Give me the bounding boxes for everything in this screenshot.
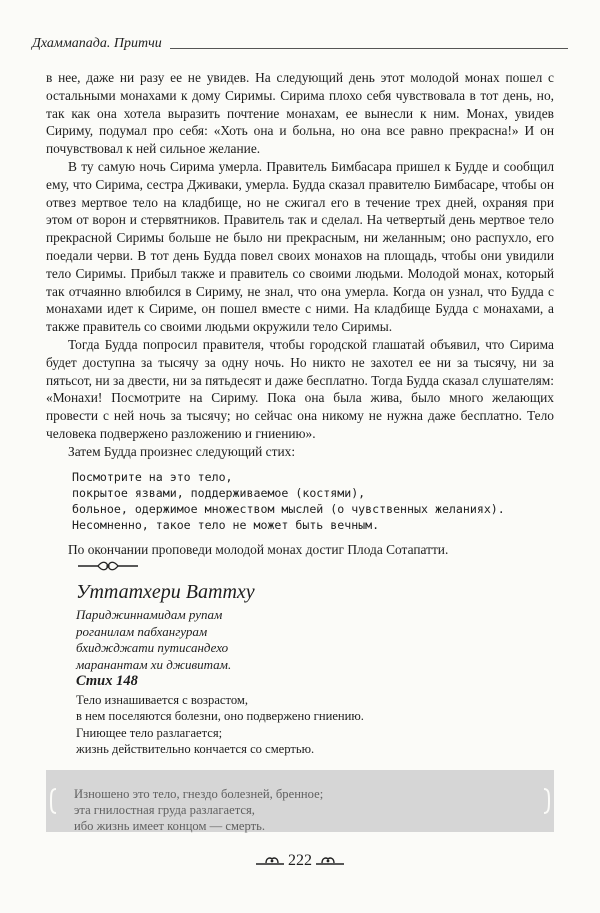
verse-line: в нем поселяются болезни, оно подвержено гниению. — [76, 709, 364, 724]
paragraph: в нее, даже ни разу ее не увидев. На следующий день этот молодой монах пошел с остальными монахами к дому Сиримы. Сирима плохо себя чувствовала в тот день, но, так как она хотела выразить почтение монахам, ее вынесли к ним. Монах, увидев Сириму, подумал про себя: «Хоть она и больна, но она все равно прекрасна!» И он почувствовал к ней сильное желание. — [46, 70, 554, 157]
poem-line: покрытое язвами, поддерживаемое (костями), — [72, 485, 366, 500]
verse-line: Тело изнашивается с возрастом, — [76, 693, 249, 707]
verse-line: Гниющее тело разлагается; — [76, 725, 223, 740]
pali-line: роганилам пабхангурам — [76, 623, 208, 639]
poem-line: Несомненно, такое тело не может быть вечным. — [72, 517, 380, 532]
box-line: Изношено это тело, гнездо болезней, бренное; — [74, 787, 324, 801]
box-line: ибо жизнь имеет концом — смерть. — [74, 819, 266, 834]
verse-translation — [76, 692, 364, 758]
page-footer — [0, 850, 600, 872]
box-bracket-right-icon — [542, 788, 552, 814]
footer-ornament-left-icon — [256, 855, 284, 867]
header-title: Дхаммапада. Притчи — [32, 36, 162, 51]
header-rule — [170, 48, 568, 49]
paragraph: Тогда Будда попросил правителя, чтобы городской глашатай объявил, что Сирима будет доступна за тысячу за одну ночь. Но никто не захотел ее ни за тысячу, ни за пятьсот, ни за двести, ни за пятьдесят и даже бесплатно. Тогда Будда сказал слушателям: «Монахи! Посмотрите на Сириму. Пока она была жива, было много желающих провести с ней ночь за тысячу; но сейчас она никому не нужна даже бесплатно. Тело человека подвержено разложению и гниению». — [46, 336, 554, 441]
poem — [72, 469, 554, 533]
poem-line: больное, одержимое множеством мыслей (о чувственных желаниях). — [72, 501, 505, 516]
paragraph: В ту самую ночь Сирима умерла. Правитель Бимбасара пришел к Будде и сообщил ему, что Сирима, сестра Дживаки, умерла. Будда сказал правителю Бимбасаре, чтобы он отвез мертвое тело на кладбище, но не сжигал его в течение трех дней, охраняя при этом от ворон и стервятников. Правитель так и сделал. На четвертый день мертвое тело прекрасной Сиримы больше не было ни прекрасным, ни желанным; оно распухло, его поедали черви. В тот день Будда повел своих монахов на площадь, чтобы они увидили тело Сиримы. Прибыл также и правитель со своими людьми. Молодой монах, который так отчаянно влюбился в Сириму, не знал, что она умерла. Когда он узнал, что Будда с монахами идет к Сириме, он пошел вместе с ними. На кладбище Будда с монахами, а также правитель со своими людьми окружили тело Сиримы. — [46, 158, 554, 335]
paragraph: Затем Будда произнес следующий стих: — [68, 443, 296, 459]
verse-title: Стих 148 — [76, 673, 138, 689]
pali-line: Париджиннамидам рупам — [76, 607, 223, 622]
footer-ornament-right-icon — [316, 855, 344, 867]
box-bracket-left-icon — [48, 788, 58, 814]
verse-line: жизнь действительно кончается со смертью. — [76, 742, 315, 757]
poem-line: Посмотрите на это тело, — [72, 469, 233, 484]
section-ornament-icon — [76, 560, 140, 572]
box-text — [74, 786, 323, 835]
pali-verse — [76, 607, 231, 673]
pali-line: бхиджджати путисандехо — [76, 640, 229, 655]
pali-title: Уттатхери Ваттху — [76, 581, 255, 603]
page-number: 222 — [288, 852, 312, 869]
pali-line: маранантам хи дживитам. — [76, 656, 232, 672]
main-text — [46, 69, 554, 558]
closing-paragraph: По окончании проповеди молодой монах достиг Плода Сотапатти. — [68, 541, 449, 557]
running-header — [32, 30, 568, 52]
alternate-translation-box — [46, 770, 554, 832]
box-line: эта гнилостная груда разлагается, — [74, 803, 255, 818]
